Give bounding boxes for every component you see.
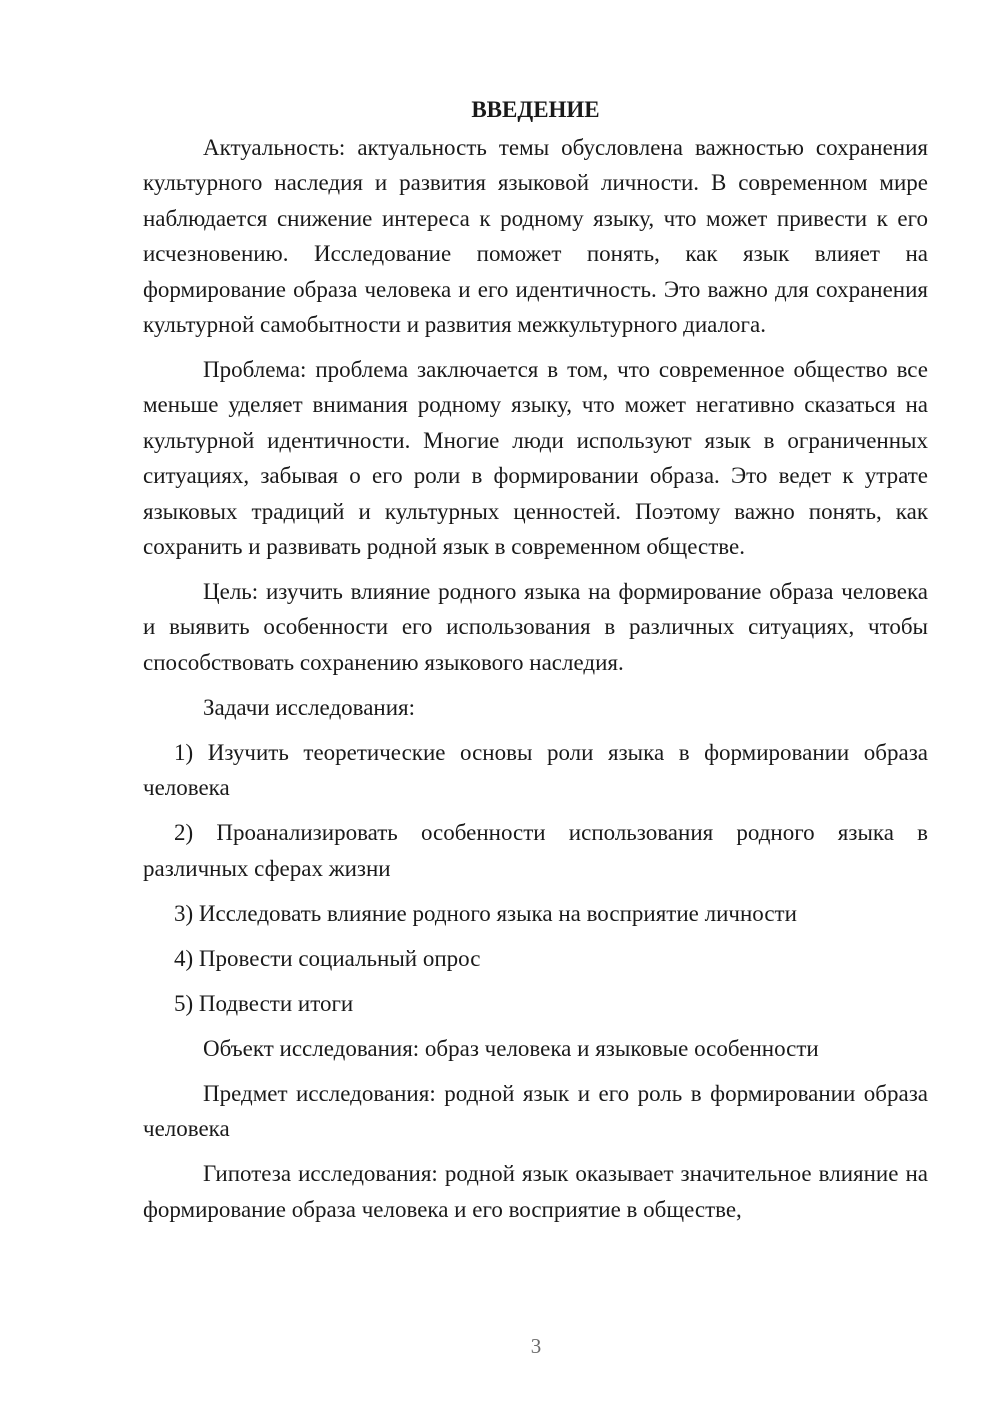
goal-paragraph: Цель: изучить влияние родного языка на формирование образа человека и выявить особенности его использования в различных ситуациях, чтобы способствовать сохранению языкового наследия. (143, 579, 928, 675)
subject-paragraph: Предмет исследования: родной язык и его роль в формировании образа человека (143, 1080, 928, 1142)
task-item-2: 2) Проанализировать особенности использования родного языка в различных сферах жизни (143, 820, 928, 881)
page-number: 3 (530, 1334, 542, 1358)
task-item-1: 1) Изучить теоретические основы роли языка в формировании образа человека (143, 739, 928, 801)
task-item-4: 4) Провести социальный опрос (174, 945, 481, 971)
problem-paragraph: Проблема: проблема заключается в том, что современное общество все меньше уделяет внимания родному языку, что может негативно сказаться на культурной идентичности. Многие люди используют язык в ограниченных ситуациях, забывая о его роли в формировании образа. Это ведет к утрате языковых традиций и культурных ценностей. Поэтому важно понять, как сохранить и развивать родной язык в современном обществе. (143, 357, 928, 560)
object-paragraph: Объект исследования: образ человека и языковые особенности (203, 1035, 819, 1061)
tasks-heading: Задачи исследования: (203, 694, 416, 720)
page-title: ВВЕДЕНИЕ (471, 97, 600, 122)
relevance-paragraph: Актуальность: актуальность темы обусловлена важностью сохранения культурного наследия и развития языковой личности. В современном мире наблюдается снижение интереса к родному языку, что может привести к его исчезновению. Исследование поможет понять, как язык влияет на формирование образа человека и его идентичность. Это важно для сохранения культурной самобытности и развития межкультурного диалога. (143, 135, 928, 338)
task-item-3: 3) Исследовать влияние родного языка на восприятие личности (174, 900, 797, 926)
document-body (143, 92, 928, 1237)
task-item-5: 5) Подвести итоги (174, 990, 354, 1016)
hypothesis-paragraph: Гипотеза исследования: родной язык оказывает значительное влияние на формирование образа человека и его восприятие в обществе, (143, 1161, 928, 1222)
